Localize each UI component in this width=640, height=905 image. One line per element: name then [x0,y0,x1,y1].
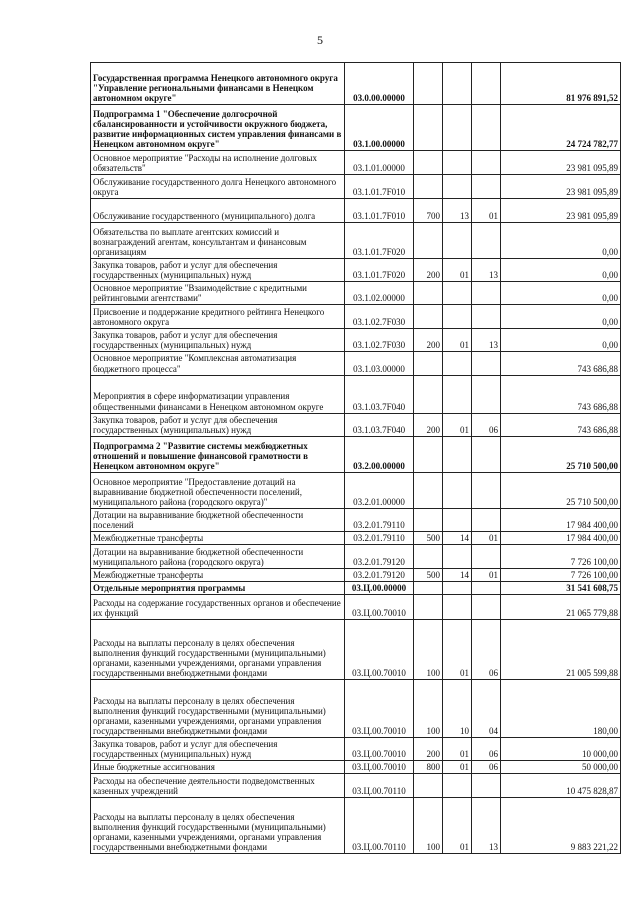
cell-rz [443,582,472,595]
cell-name: Расходы на обеспечение деятельности подведомственных казенных учреждений [91,774,345,798]
cell-rz: 14 [443,569,472,582]
cell-code: 03.1.01.7F010 [345,199,414,223]
table-row [91,582,621,595]
cell-code: 03.1.02.00000 [345,282,414,305]
cell-name: Расходы на содержание государственных органов и обеспечение их функций [91,595,345,620]
cell-rz [443,151,472,175]
cell-sum: 31 541 608,75 [501,582,621,595]
cell-vr: 500 [414,531,443,544]
cell-name: Основное мероприятие "Взаимодействие с кредитными рейтинговыми агентствами" [91,282,345,305]
cell-pr [472,352,501,375]
cell-pr: 01 [472,199,501,223]
cell-pr [472,105,501,151]
table-row [91,680,621,738]
cell-pr: 13 [472,329,501,352]
cell-code: 03.2.00.00000 [345,436,414,472]
cell-sum: 17 984 400,00 [501,508,621,531]
cell-vr: 700 [414,199,443,223]
cell-code: 03.1.01.7F020 [345,259,414,282]
cell-pr [472,305,501,329]
cell-vr [414,774,443,798]
cell-sum: 0,00 [501,282,621,305]
table-row [91,282,621,305]
table-row [91,761,621,774]
table-row [91,472,621,508]
table-row [91,774,621,798]
cell-code: 03.Ц.00.70010 [345,620,414,680]
table-row [91,508,621,531]
cell-sum: 743 686,88 [501,375,621,413]
cell-sum: 23 981 095,89 [501,151,621,175]
cell-rz: 01 [443,798,472,854]
cell-vr: 100 [414,620,443,680]
budget-table [90,62,621,854]
table-row [91,151,621,175]
cell-name: Обязательства по выплате агентских комиссий и вознаграждений агентам, консультантам и финансовым организациям [91,223,345,259]
cell-rz [443,472,472,508]
cell-vr: 200 [414,329,443,352]
cell-sum: 25 710 500,00 [501,436,621,472]
cell-code: 03.1.02.7F030 [345,329,414,352]
cell-vr [414,375,443,413]
cell-vr: 100 [414,798,443,854]
cell-vr [414,582,443,595]
table-row [91,436,621,472]
cell-name: Закупка товаров, работ и услуг для обеспечения государственных (муниципальных) нужд [91,413,345,436]
cell-pr [472,545,501,569]
table-row [91,199,621,223]
table-row [91,569,621,582]
table-row [91,375,621,413]
cell-rz [443,774,472,798]
cell-rz [443,508,472,531]
cell-code: 03.1.02.7F030 [345,305,414,329]
cell-name: Подпрограмма 2 "Развитие системы межбюджетных отношений и повышение финансовой грамотности в Ненецком автономном округе" [91,436,345,472]
cell-code: 03.Ц.00.70110 [345,774,414,798]
table-row [91,413,621,436]
cell-sum: 24 724 782,77 [501,105,621,151]
cell-vr [414,436,443,472]
cell-code: 03.2.01.00000 [345,472,414,508]
table-row [91,223,621,259]
cell-name: Закупка товаров, работ и услуг для обеспечения государственных (муниципальных) нужд [91,259,345,282]
table-row [91,105,621,151]
cell-pr: 13 [472,259,501,282]
cell-vr [414,352,443,375]
table-row [91,620,621,680]
cell-vr [414,595,443,620]
table-row [91,595,621,620]
cell-code: 03.2.01.79110 [345,531,414,544]
cell-sum: 23 981 095,89 [501,199,621,223]
cell-vr: 100 [414,680,443,738]
cell-code: 03.Ц.00.70010 [345,738,414,761]
page-number: 5 [317,33,323,47]
cell-sum: 743 686,88 [501,352,621,375]
cell-pr: 01 [472,569,501,582]
cell-sum: 7 726 100,00 [501,569,621,582]
cell-code: 03.Ц.00.70010 [345,761,414,774]
cell-name: Отдельные мероприятия программы [91,582,345,595]
cell-sum: 23 981 095,89 [501,175,621,199]
cell-rz: 01 [443,620,472,680]
cell-sum: 21 065 779,88 [501,595,621,620]
cell-rz: 14 [443,531,472,544]
cell-sum: 81 976 891,52 [501,63,621,105]
cell-pr [472,175,501,199]
cell-name: Основное мероприятие "Расходы на исполнение долговых обязательств" [91,151,345,175]
cell-code: 03.2.01.79110 [345,508,414,531]
cell-sum: 10 000,00 [501,738,621,761]
cell-pr: 13 [472,798,501,854]
cell-vr [414,175,443,199]
cell-code: 03.1.03.00000 [345,352,414,375]
cell-sum: 743 686,88 [501,413,621,436]
table-row [91,738,621,761]
cell-name: Обслуживание государственного долга Ненецкого автономного округа [91,175,345,199]
cell-code: 03.Ц.00.70010 [345,595,414,620]
cell-sum: 50 000,00 [501,761,621,774]
cell-name: Обслуживание государственного (муниципального) долга [91,199,345,223]
cell-vr [414,63,443,105]
table-row [91,305,621,329]
cell-vr [414,105,443,151]
cell-pr [472,774,501,798]
table-row [91,259,621,282]
cell-vr: 200 [414,413,443,436]
cell-rz [443,595,472,620]
cell-pr [472,508,501,531]
cell-pr [472,375,501,413]
cell-rz [443,545,472,569]
table-row [91,329,621,352]
cell-name: Присвоение и поддержание кредитного рейтинга Ненецкого автономного округа [91,305,345,329]
cell-rz [443,375,472,413]
cell-name: Расходы на выплаты персоналу в целях обеспечения выполнения функций государственными (муниципальными) органами, казенными учреждениями, органами управления государственными внебюджетными фондами [91,798,345,854]
cell-rz: 01 [443,259,472,282]
cell-pr [472,436,501,472]
cell-code: 03.Ц.00.70110 [345,798,414,854]
cell-vr: 200 [414,259,443,282]
cell-sum: 17 984 400,00 [501,531,621,544]
cell-name: Межбюджетные трансферты [91,569,345,582]
cell-vr [414,545,443,569]
cell-code: 03.Ц.00.70010 [345,680,414,738]
cell-sum: 180,00 [501,680,621,738]
table-row [91,175,621,199]
cell-code: 03.2.01.79120 [345,569,414,582]
cell-rz [443,63,472,105]
cell-name: Дотации на выравнивание бюджетной обеспеченности поселений [91,508,345,531]
cell-code: 03.Ц.00.00000 [345,582,414,595]
cell-pr [472,63,501,105]
cell-vr [414,472,443,508]
cell-name: Государственная программа Ненецкого автономного округа "Управление региональными финансами в Ненецком автономном округе" [91,63,345,105]
cell-sum: 9 883 221,22 [501,798,621,854]
cell-name: Дотации на выравнивание бюджетной обеспеченности муниципального района (городского округа) [91,545,345,569]
cell-rz: 13 [443,199,472,223]
cell-vr [414,151,443,175]
cell-name: Закупка товаров, работ и услуг для обеспечения государственных (муниципальных) нужд [91,738,345,761]
cell-sum: 21 005 599,88 [501,620,621,680]
cell-code: 03.1.01.00000 [345,151,414,175]
cell-rz: 01 [443,761,472,774]
cell-name: Расходы на выплаты персоналу в целях обеспечения выполнения функций государственными (муниципальными) органами, казенными учреждениями, органами управления государственными внебюджетными фондами [91,680,345,738]
cell-name: Мероприятия в сфере информатизации управления общественными финансами в Ненецком автономном округе [91,375,345,413]
cell-rz [443,223,472,259]
cell-sum: 0,00 [501,329,621,352]
table-row [91,63,621,105]
cell-pr: 06 [472,620,501,680]
cell-code: 03.1.01.7F020 [345,223,414,259]
cell-sum: 25 710 500,00 [501,472,621,508]
table-row [91,798,621,854]
cell-vr [414,305,443,329]
cell-sum: 0,00 [501,305,621,329]
cell-pr: 01 [472,531,501,544]
cell-pr [472,282,501,305]
cell-pr [472,595,501,620]
cell-rz: 01 [443,738,472,761]
cell-sum: 0,00 [501,223,621,259]
table-row [91,531,621,544]
cell-pr [472,582,501,595]
cell-vr [414,282,443,305]
cell-rz [443,175,472,199]
cell-rz: 01 [443,413,472,436]
cell-vr [414,508,443,531]
cell-name: Основное мероприятие "Комплексная автоматизация бюджетного процесса" [91,352,345,375]
cell-rz [443,305,472,329]
cell-pr [472,151,501,175]
cell-name: Подпрограмма 1 "Обеспечение долгосрочной сбалансированности и устойчивости окружного бюджета, развитие информационных систем управления финансами в Ненецком автономном округе" [91,105,345,151]
cell-rz: 01 [443,329,472,352]
cell-vr: 200 [414,738,443,761]
cell-vr: 800 [414,761,443,774]
cell-pr: 06 [472,413,501,436]
cell-rz [443,436,472,472]
cell-vr: 500 [414,569,443,582]
cell-code: 03.1.03.7F040 [345,375,414,413]
cell-pr: 06 [472,761,501,774]
cell-code: 03.1.01.7F010 [345,175,414,199]
cell-name: Иные бюджетные ассигнования [91,761,345,774]
table-row [91,352,621,375]
cell-pr: 04 [472,680,501,738]
cell-name: Закупка товаров, работ и услуг для обеспечения государственных (муниципальных) нужд [91,329,345,352]
cell-name: Основное мероприятие "Предоставление дотаций на выравнивание бюджетной обеспеченности поселений, муниципального района (городского округа)" [91,472,345,508]
cell-code: 03.1.03.7F040 [345,413,414,436]
cell-code: 03.2.01.79120 [345,545,414,569]
cell-rz [443,105,472,151]
cell-pr [472,223,501,259]
table-row [91,545,621,569]
cell-sum: 7 726 100,00 [501,545,621,569]
cell-name: Расходы на выплаты персоналу в целях обеспечения выполнения функций государственными (муниципальными) органами, казенными учреждениями, органами управления государственными внебюджетными фондами [91,620,345,680]
cell-code: 03.0.00.00000 [345,63,414,105]
cell-rz [443,352,472,375]
cell-pr [472,472,501,508]
cell-code: 03.1.00.00000 [345,105,414,151]
cell-sum: 0,00 [501,259,621,282]
cell-rz: 10 [443,680,472,738]
cell-rz [443,282,472,305]
cell-vr [414,223,443,259]
cell-pr: 06 [472,738,501,761]
cell-name: Межбюджетные трансферты [91,531,345,544]
cell-sum: 10 475 828,87 [501,774,621,798]
